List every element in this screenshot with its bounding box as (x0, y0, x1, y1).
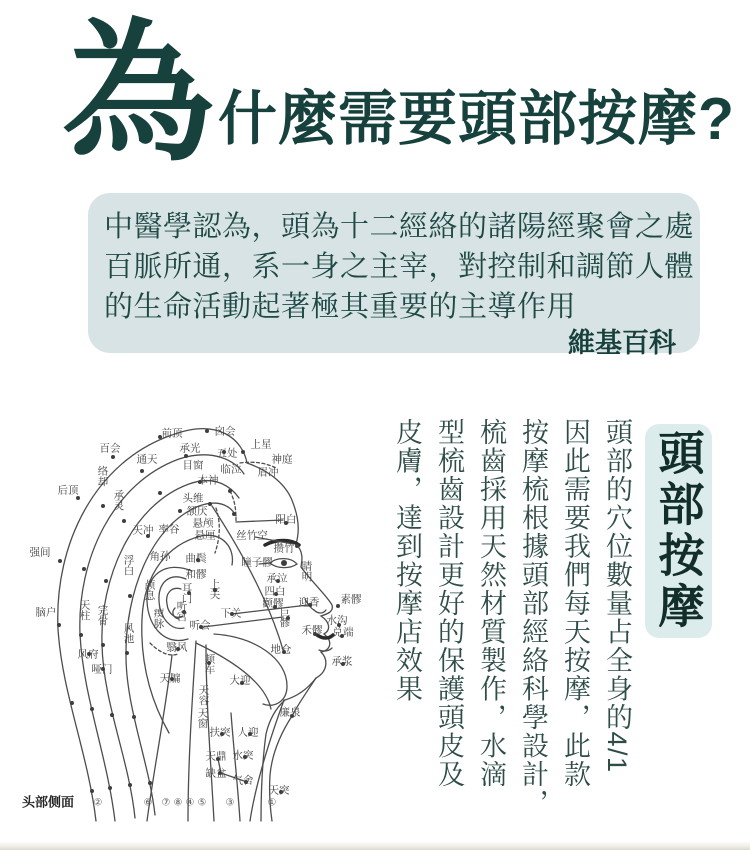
acupoint-label: 迎香 (298, 596, 320, 609)
acupoint-label: 强间 (29, 546, 51, 559)
diagram-number: ① (267, 797, 277, 809)
quote-box (88, 193, 700, 358)
acupoint-label: 颊车 (203, 653, 216, 675)
body-column: 皮膚，達到按摩店效果 (392, 418, 422, 703)
acupoint-label: 风府 (77, 648, 99, 661)
acupoint-label: 眉冲 (257, 466, 279, 479)
acupoint-label: 天容 (197, 684, 210, 706)
quote-line-2: 百脈所通，系一身之主宰，對控制和調節人體 (104, 251, 695, 283)
acupoint-label: 曲鬓 (185, 552, 207, 565)
acupoint-label: 扶突 (209, 726, 231, 739)
headline-big-char: 為 (62, 9, 214, 179)
acupoint-label: 地仓 (270, 643, 292, 656)
section-title-box (645, 424, 712, 638)
acupoint-label: 百会 (99, 442, 121, 455)
acupoint-label: 目窗 (182, 459, 204, 472)
body-column: 因此需要我們每天按摩，此款 (560, 418, 590, 789)
acupoint-label: 悬颅 (192, 517, 214, 530)
body-column: 按摩梳根據頭部經絡科學設計， (518, 418, 548, 817)
acupoint-label: 人迎 (237, 726, 259, 739)
acupoint-label: 率谷 (158, 523, 180, 536)
acupoint-label: 上关 (208, 578, 221, 600)
diagram-number: ⑧ (173, 797, 183, 809)
acupoint-label: 颔厌 (186, 505, 208, 518)
acupoint-label: 廉泉 (279, 706, 301, 719)
acupoint-label: 完骨 (96, 604, 109, 626)
acupoint-label: 睛明 (300, 560, 313, 582)
acupoint-label: 四白 (264, 585, 286, 598)
acupoint-label: 下关 (220, 607, 242, 620)
quote-line-1: 中醫學認為，頭為十二經絡的諸陽經聚會之處 (104, 211, 695, 243)
quote-attribution: 維基百科 (568, 328, 676, 358)
diagram-number: ⑦ (161, 797, 171, 809)
acupoint-label: 天窗 (196, 707, 209, 729)
acupoint-label: 攒竹 (273, 542, 295, 555)
acupoint-label: 五处 (216, 447, 238, 460)
acupoint-label: 翳风 (166, 641, 188, 654)
acupoint-label: 头维 (182, 492, 204, 505)
body-column: 型梳齒設計更好的保護頭皮及 (434, 418, 464, 789)
acupoint-label: 气舍 (232, 774, 254, 787)
acupoint-label: 后顶 (57, 484, 79, 497)
acupoint-label: 承光 (179, 442, 201, 455)
acupoint-label: 素髎 (340, 593, 362, 606)
acupoint-label: 囟会 (214, 425, 236, 438)
body-column: 頭部的穴位數量占全身的4/1 (602, 418, 632, 774)
body-column: 梳齒採用天然材質製作，水滴 (476, 418, 506, 789)
diagram-number: ④ (185, 797, 195, 809)
diagram-number: ⑤ (197, 797, 207, 809)
acupoint-label: 悬厘 (194, 529, 216, 542)
acupoint-label: 听会 (189, 619, 211, 632)
acupoint-label: 和髎 (185, 568, 207, 581)
acupoint-label: 丝竹空 (236, 529, 268, 542)
body-columns (386, 418, 638, 820)
acupoint-label: 听宫 (175, 600, 188, 622)
acupoint-label: 承泣 (266, 572, 288, 585)
acupoint-label: 脑户 (35, 606, 57, 619)
acupoint-label: 耳门 (180, 582, 193, 604)
section-title-text: 頭部按摩 (652, 429, 705, 633)
acupoint-label: 颧髎 (262, 597, 284, 610)
diagram-number: ③ (225, 797, 235, 809)
acupoint-label: 本神 (197, 474, 219, 487)
acupoint-label: 天牖 (159, 672, 181, 685)
headline-text: 什麼需要頭部按摩? (218, 86, 736, 152)
acupoint-label: 天柱 (78, 599, 91, 621)
acupoint-label: 前顶 (161, 427, 183, 440)
diagram-number: ② (93, 797, 103, 809)
acupoint-label: 浮白 (122, 554, 135, 576)
acupoint-label: 角孙 (149, 550, 171, 563)
acupoint-label: 大迎 (229, 674, 251, 687)
acupoint-label: 临泣 (220, 463, 242, 476)
acupoint-label: 天突 (268, 784, 290, 797)
next-section-edge (0, 841, 750, 850)
acupoint-label: 瞳子髎 (241, 556, 273, 569)
acupoint-label: 水突 (232, 749, 254, 762)
acupoint-label: 哑门 (91, 663, 113, 676)
acupoint-label: 天鼎 (205, 750, 227, 763)
acupoint-label: 瘈脉 (152, 607, 165, 629)
diagram-number: ⑥ (143, 797, 153, 809)
acupoint-label: 天冲 (132, 524, 154, 537)
acupoint-label: 巨髎 (278, 606, 291, 628)
acupoint-label: 颅息 (143, 579, 156, 601)
acupoint-label: 承浆 (331, 655, 353, 668)
acupoint-label: 水沟 (326, 614, 348, 627)
page-title (62, 9, 736, 179)
diagram-caption: 头部侧面 (21, 794, 75, 810)
acupoint-label: 通天 (136, 453, 158, 466)
acupoint-label: 阳白 (275, 513, 297, 526)
head-meridian-diagram (0, 403, 380, 823)
acupoint-label: 神庭 (271, 453, 293, 466)
acupoint-label: 风池 (122, 622, 135, 644)
acupoint-label: 络却 (96, 465, 109, 487)
acupoint-label: 兑端 (332, 626, 354, 639)
acupoint-label: 上星 (250, 438, 272, 451)
acupoint-label: 缺盆 (205, 767, 227, 780)
quote-line-3: 的生命活動起著極其重要的主導作用 (104, 291, 577, 323)
acupoint-label: 承灵 (112, 489, 125, 511)
acupoint-label: 禾髎 (301, 624, 323, 637)
